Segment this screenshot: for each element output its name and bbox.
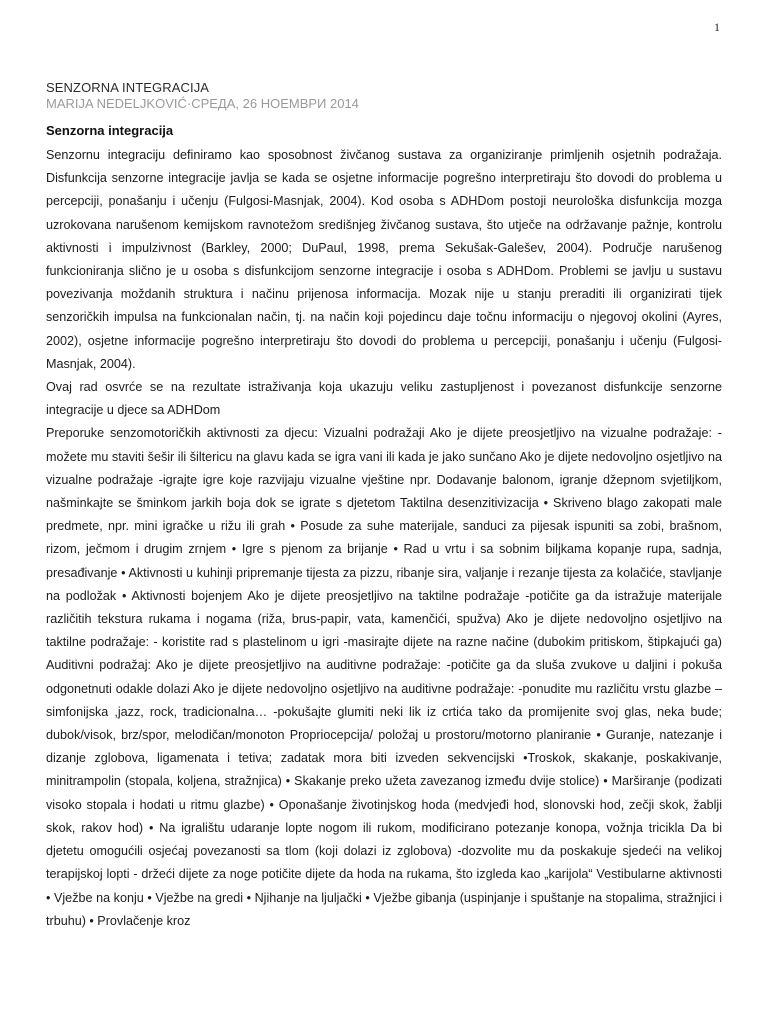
document-body: [46, 121, 722, 933]
paragraph-overview: Ovaj rad osvrće se na rezultate istraživanja koja ukazuju veliku zastupljenost i povezanost disfunkcije senzorne integracije u djece sa ADHDom: [46, 380, 722, 418]
paragraph-recommendations: Preporuke senzomotoričkih aktivnosti za djecu: Vizualni podražaji Ako je dijete preosjetljivo na vizualne podražaje: - možete mu staviti šešir ili šiltericu na glavu kada se igra vani ili kada je jako sunčano Ako je dijete nedovoljno osjetljivo na vizualne podražaje -igrajte igre koje razvijaju vizualne vještine npr. Dodavanje balonom, igranje džepnom svjetiljkom, našminkajte se šminkom jarkih boja dok se igrate s djetetom Taktilna desenzitivizacija • Skriveno blago zakopati male predmete, npr. mini igračke u rižu ili grah • Posude za suhe materijale, sanduci za pijesak ispuniti sa zobi, brašnom, rizom, ječmom i drugim zrnjem • Igre s pjenom za brijanje • Rad u vrtu i sa sobnim biljkama kopanje rupa, sadnja, presađivanje • Aktivnosti u kuhinji pripremanje tijesta za pizzu, ribanje sira, valjanje i rezanje tijesta za kolačiće, stavljanje na podložak • Aktivnosti bojenjem Ako je dijete preosjetljivo na taktilne podražaje -potičite ga da istražuje materijale različitih tekstura rukama i nogama (riža, brus-papir, vata, kamenčići, spužva) Ako je dijete nedovoljno osjetljivo na taktilne podražaje: - koristite rad s plastelinom u igri -masirajte dijete na razne načine (dubokim pritiskom, štipkajući ga) Auditivni podražaj: Ako je dijete preosjetljivo na auditivne podražaje: -potičite ga da sluša zvukove u daljini i pokuša odgonetnuti odakle dolazi Ako je dijete nedovoljno osjetljivo na auditivne podražaje: -ponudite mu različitu vrstu glazbe – simfonijska ,jazz, rock, tradicionalna… -pokušajte glumiti neki lik iz crtića tako da promijenite svoj glas, neka bude; dubok/visok, brz/spor, melodičan/monoton Propriocepcija/ položaj u prostoru/motorno planiranie • Guranje, natezanje i dizanje zglobova, ligamenata i tetiva; zadatak mora biti izveden sekvencijski •Troskok, skakanje, poskakivanje, minitrampolin (stopala, koljena, stražnjica) • Skakanje preko užeta zavezanog između dvije stolice) • Marširanje (podizati visoko stopala i hodati u ritmu glazbe) • Oponašanje životinjskog hoda (medvjeđi hod, slonovski hod, zečji skok, žablji skok, rakov hod) • Na igralištu udaranje lopte nogom ili rukom, modificirano potezanje konopa, vožnja tricikla Da bi djetetu omogućili osjećaj povezanosti sa tlom (koji dolazi iz zglobova) -dozvolite mu da poskakuje sjedeći na velikoj terapijskoj lopti - držeći dijete za noge potičite dijete da hoda na rukama, što izgleda kao „karijola“ Vestibularne aktivnosti • Vježbe na konju • Vježbe na gredi • Njihanje na ljuljački • Vježbe gibanja (uspinjanje i spuštanje na stopalima, stražnjici i trbuhu) • Provlačenje kroz: [46, 426, 722, 928]
paragraph-intro: Senzornu integraciju definiramo kao sposobnost živčanog sustava za organiziranje primljenih osjetnih podražaja. Disfunkcija senzorne integracije javlja se kada se osjetne informacije pogrešno interpretiraju što dovodi do problema u percepciji, ponašanju i učenju (Fulgosi-Masnjak, 2004). Kod osoba s ADHDom postoji neurološka disfunkcija mozga uzrokovana narušenom kemijskom ravnotežom središnjeg živčanog sustava, što utječe na održavanje pažnje, kontrolu aktivnosti i impulzivnost (Barkley, 2000; DuPaul, 1998, prema Sekušak-Galešev, 2004). Područje narušenog funkcioniranja slično je u osoba s disfunkcijom senzorne integracije i osoba s ADHDom. Problemi se javlju u sustavu povezivanja moždanih struktura i načinu prijenosa informacija. Mozak nije u stanju preraditi ili organizirati tijek senzoričkih impulsa na funkcionalan način, tj. na način koji pojedincu daje točnu informaciju o njegovoj okolini (Ayres, 2002), osjetne informacije pogrešno interpretiraju što dovodi do problema u percepciji, ponašanju i učenju (Fulgosi-Masnjak, 2004).: [46, 148, 722, 371]
page-number: 1: [714, 20, 720, 34]
document-title: SENZORNA INTEGRACIJA: [46, 80, 210, 95]
author-date-line: MARIJA NEDELJKOVIĆ·СРЕДА, 26 НОЕМВРИ 2014: [46, 96, 359, 111]
document-header: [46, 80, 726, 112]
section-heading: Senzorna integracija: [46, 123, 174, 138]
